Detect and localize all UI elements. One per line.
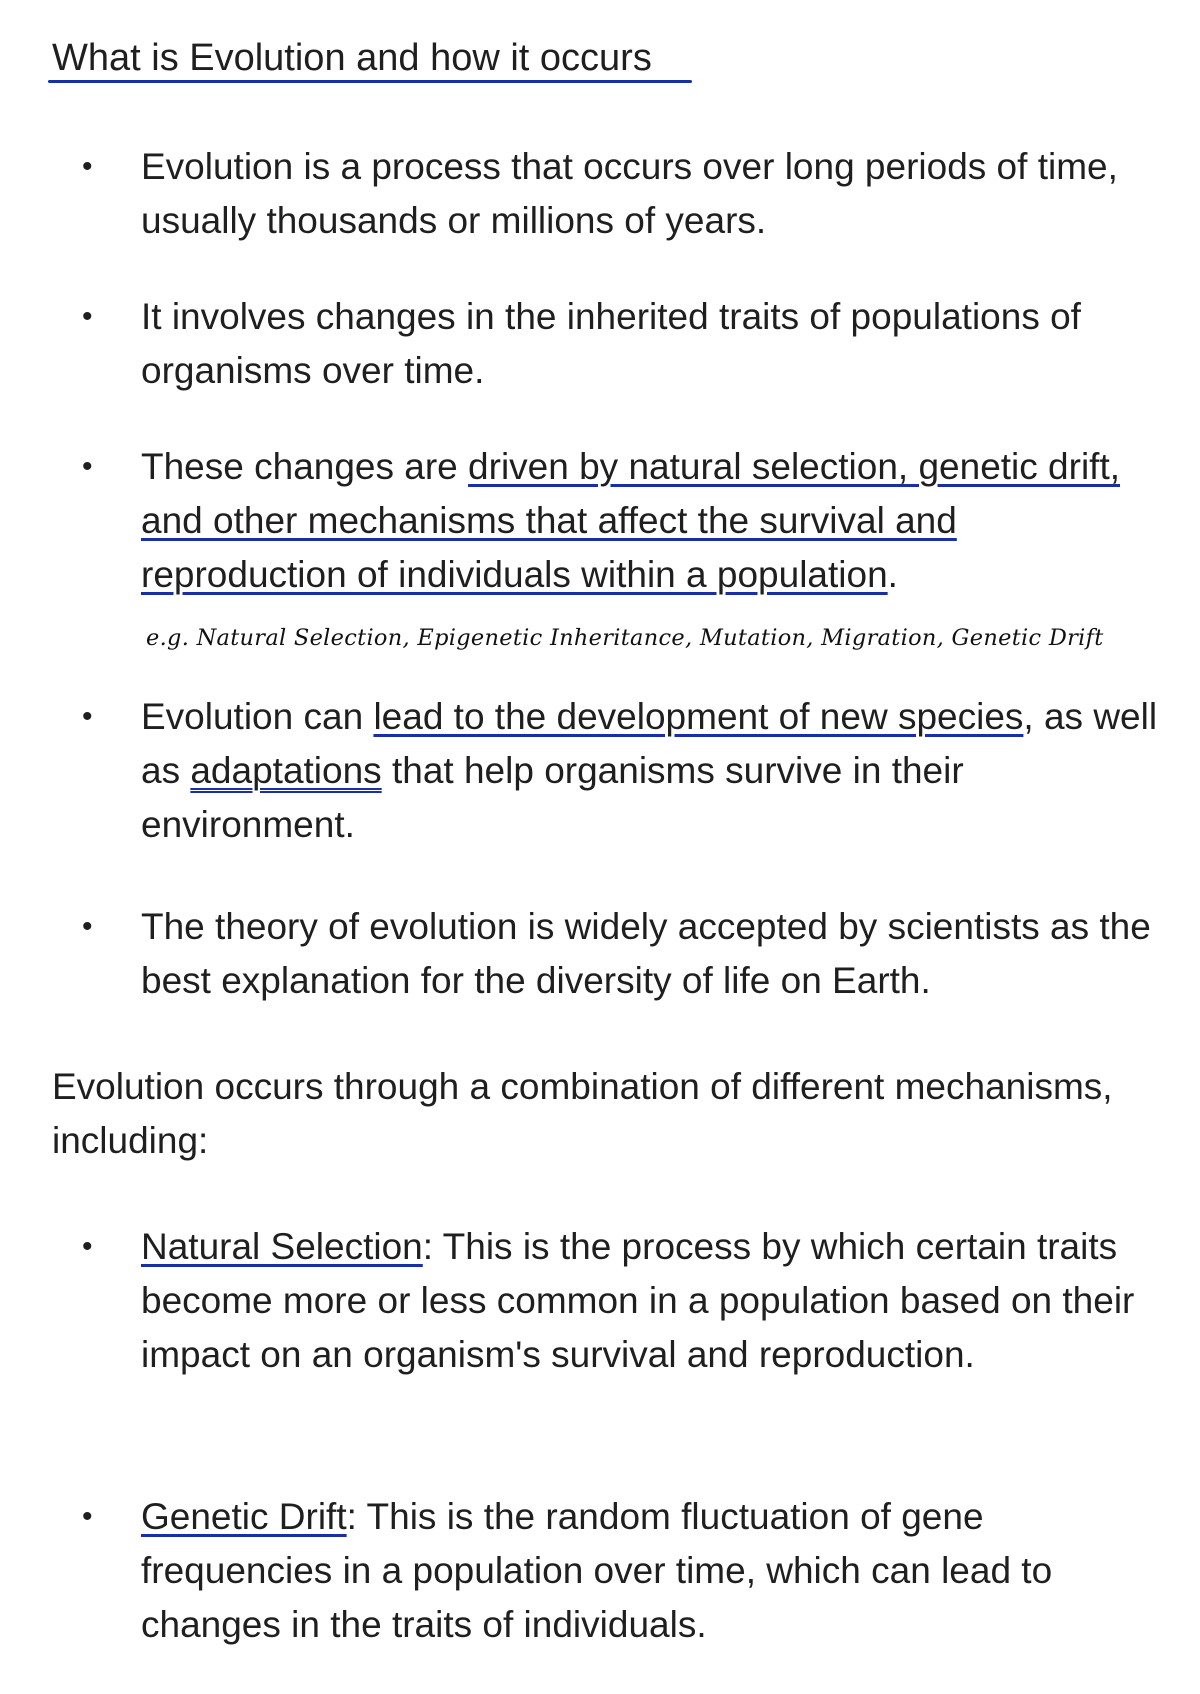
mechanism-desc: : This is the process by which certain traits become more or less common in a population based on their impact on an organism's survival and reproduction. bbox=[141, 1226, 1135, 1375]
list-item bbox=[141, 690, 1161, 852]
mechanisms-intro: Evolution occurs through a combination of different mechanisms, including: bbox=[52, 1066, 1113, 1161]
mechanism-term: Genetic Drift bbox=[141, 1496, 347, 1537]
page-title: What is Evolution and how it occurs bbox=[52, 37, 652, 79]
list-item: Evolution is a process that occurs over long periods of time, usually thousands or millions of years. bbox=[141, 146, 1118, 241]
bullet-marker: • bbox=[82, 150, 93, 183]
double-underlined-word: adaptations bbox=[190, 750, 382, 791]
list-item: It involves changes in the inherited traits of populations of organisms over time. bbox=[141, 296, 1081, 391]
bullet-marker: • bbox=[82, 1500, 93, 1533]
bullet-marker: • bbox=[82, 450, 93, 483]
bullet-marker: • bbox=[82, 1230, 93, 1263]
item-text: These changes are bbox=[141, 446, 469, 487]
bullet-marker: • bbox=[82, 910, 93, 943]
item-text: that help organisms survive in their environment. bbox=[141, 750, 964, 845]
bullet-marker: • bbox=[82, 300, 93, 333]
mechanism-item bbox=[141, 1490, 1161, 1652]
underlined-phrase: driven by natural selection, genetic drift, and other mechanisms that affect the survival and reproduction of individuals within a population bbox=[141, 446, 1121, 595]
mechanism-desc: : This is the random fluctuation of gene frequencies in a population over time, which can lead to changes in the traits of individuals. bbox=[141, 1496, 1053, 1645]
bullet-marker: • bbox=[82, 700, 93, 733]
title-underline bbox=[48, 80, 692, 83]
handwritten-note: e.g. Natural Selection, Epigenetic Inheritance, Mutation, Migration, Genetic Drift bbox=[146, 626, 1104, 651]
underlined-phrase: lead to the development of new species bbox=[373, 696, 1024, 737]
item-text: . bbox=[887, 554, 898, 595]
mechanism-term: Natural Selection bbox=[141, 1226, 423, 1267]
item-text: Evolution can bbox=[141, 696, 374, 737]
list-item: The theory of evolution is widely accepted by scientists as the best explanation for the diversity of life on Earth. bbox=[141, 906, 1151, 1001]
item-text: , as well as bbox=[141, 696, 1158, 791]
list-item bbox=[141, 440, 1161, 602]
mechanism-item bbox=[141, 1220, 1161, 1382]
